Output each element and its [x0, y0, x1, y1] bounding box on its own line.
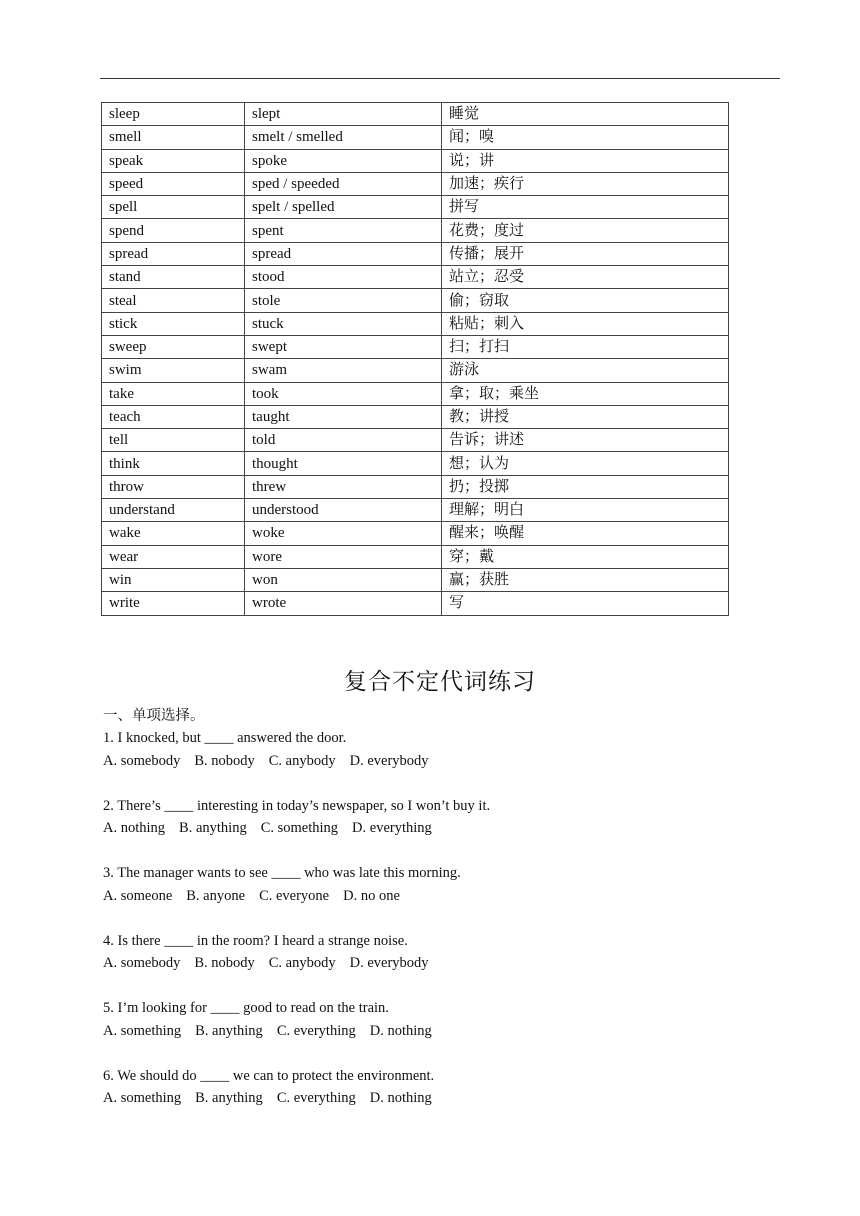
past-form-cell: thought [245, 452, 442, 475]
base-form-cell: speak [102, 149, 245, 172]
past-form-cell: taught [245, 405, 442, 428]
answer-option: C. something [260, 820, 339, 836]
base-form-cell: sleep [102, 103, 245, 126]
meaning-cell: 睡觉 [442, 103, 729, 126]
answer-option: A. nothing [103, 820, 166, 836]
past-form-cell: threw [245, 475, 442, 498]
past-form-cell: slept [245, 103, 442, 126]
question-item [103, 862, 763, 907]
meaning-cell: 拿；取；乘坐 [442, 382, 729, 405]
table-row [102, 103, 729, 126]
meaning-cell: 理解；明白 [442, 499, 729, 522]
verb-table-body [102, 103, 729, 616]
table-row [102, 126, 729, 149]
base-form-cell: throw [102, 475, 245, 498]
meaning-cell: 传播；展开 [442, 242, 729, 265]
section-title: 复合不定代词练习 [344, 669, 536, 694]
table-row [102, 172, 729, 195]
meaning-cell: 加速；疾行 [442, 172, 729, 195]
table-row [102, 568, 729, 591]
base-form-cell: spend [102, 219, 245, 242]
question-list [103, 727, 763, 1110]
question-options [103, 750, 763, 773]
table-row [102, 429, 729, 452]
base-form-cell: write [102, 592, 245, 615]
header-rule [100, 78, 780, 79]
answer-option: B. nobody [194, 955, 255, 971]
base-form-cell: steal [102, 289, 245, 312]
past-form-cell: told [245, 429, 442, 452]
table-row [102, 405, 729, 428]
table-row [102, 242, 729, 265]
meaning-cell: 站立；忍受 [442, 266, 729, 289]
question-text: 2. There’s ____ interesting in today’s newspaper, so I won’t buy it. [103, 797, 491, 814]
base-form-cell: swim [102, 359, 245, 382]
base-form-cell: spread [102, 242, 245, 265]
table-row [102, 266, 729, 289]
answer-option: C. everyone [259, 887, 330, 904]
meaning-cell: 拼写 [442, 196, 729, 219]
past-form-cell: spelt / spelled [245, 196, 442, 219]
meaning-cell: 醒来；唤醒 [442, 522, 729, 545]
meaning-cell: 告诉；讲述 [442, 429, 729, 452]
answer-option: A. something [103, 1090, 182, 1106]
base-form-cell: wake [102, 522, 245, 545]
answer-option: D. everybody [349, 955, 429, 971]
table-row [102, 475, 729, 498]
meaning-cell: 扫；打扫 [442, 335, 729, 358]
answer-option: B. anything [195, 1022, 263, 1039]
question-options [103, 885, 763, 908]
meaning-cell: 粘贴；刺入 [442, 312, 729, 335]
answer-option: D. everybody [349, 752, 429, 769]
table-row [102, 312, 729, 335]
question-text: 4. Is there ____ in the room? I heard a strange noise. [103, 932, 408, 949]
answer-option: A. somebody [103, 955, 181, 971]
meaning-cell: 想；认为 [442, 452, 729, 475]
question-options [103, 1087, 763, 1110]
table-row [102, 592, 729, 615]
question-item [103, 795, 763, 840]
question-text: 1. I knocked, but ____ answered the door. [103, 730, 347, 746]
base-form-cell: take [102, 382, 245, 405]
table-row [102, 149, 729, 172]
meaning-cell: 游泳 [442, 359, 729, 382]
table-row [102, 289, 729, 312]
answer-option: B. anything [179, 820, 247, 836]
answer-option: C. anybody [268, 955, 336, 971]
past-form-cell: swept [245, 335, 442, 358]
past-form-cell: smelt / smelled [245, 126, 442, 149]
meaning-cell: 穿；戴 [442, 545, 729, 568]
base-form-cell: smell [102, 126, 245, 149]
meaning-cell: 花费；度过 [442, 219, 729, 242]
past-form-cell: stole [245, 289, 442, 312]
meaning-cell: 说；讲 [442, 149, 729, 172]
question-text: 3. The manager wants to see ____ who was late this morning. [103, 865, 461, 881]
base-form-cell: win [102, 568, 245, 591]
table-row [102, 219, 729, 242]
irregular-verb-table [101, 102, 729, 616]
meaning-cell: 闻；嗅 [442, 126, 729, 149]
meaning-cell: 赢；获胜 [442, 568, 729, 591]
past-form-cell: spent [245, 219, 442, 242]
table-row [102, 499, 729, 522]
past-form-cell: stood [245, 266, 442, 289]
base-form-cell: understand [102, 499, 245, 522]
answer-option: B. anyone [186, 887, 246, 904]
past-form-cell: swam [245, 359, 442, 382]
base-form-cell: wear [102, 545, 245, 568]
base-form-cell: spell [102, 196, 245, 219]
question-item [103, 930, 763, 975]
table-row [102, 382, 729, 405]
table-row [102, 452, 729, 475]
base-form-cell: stick [102, 312, 245, 335]
answer-option: C. everything [276, 1090, 356, 1106]
answer-option: D. nothing [369, 1022, 432, 1039]
base-form-cell: speed [102, 172, 245, 195]
answer-option: D. nothing [369, 1090, 432, 1106]
answer-option: A. something [103, 1022, 182, 1039]
table-row [102, 545, 729, 568]
meaning-cell: 偷；窃取 [442, 289, 729, 312]
meaning-cell: 扔；投掷 [442, 475, 729, 498]
question-text: 5. I’m looking for ____ good to read on the train. [103, 1000, 389, 1016]
table-row [102, 522, 729, 545]
past-form-cell: spoke [245, 149, 442, 172]
base-form-cell: think [102, 452, 245, 475]
question-item [103, 997, 763, 1042]
past-form-cell: won [245, 568, 442, 591]
past-form-cell: spread [245, 242, 442, 265]
question-item [103, 727, 763, 772]
base-form-cell: stand [102, 266, 245, 289]
answer-option: B. nobody [194, 752, 255, 769]
past-form-cell: woke [245, 522, 442, 545]
exercise-section [103, 705, 763, 1132]
question-options [103, 817, 763, 840]
table-row [102, 335, 729, 358]
base-form-cell: sweep [102, 335, 245, 358]
meaning-cell: 写 [442, 592, 729, 615]
base-form-cell: teach [102, 405, 245, 428]
question-options [103, 1020, 763, 1043]
answer-option: A. someone [103, 887, 173, 904]
past-form-cell: sped / speeded [245, 172, 442, 195]
past-form-cell: stuck [245, 312, 442, 335]
question-text: 6. We should do ____ we can to protect the environment. [103, 1067, 435, 1084]
table-row [102, 196, 729, 219]
exercise-heading: 一、单项选择。 [103, 708, 205, 724]
table-row [102, 359, 729, 382]
question-options [103, 952, 763, 975]
answer-option: A. somebody [103, 752, 181, 769]
answer-option: D. everything [352, 820, 432, 836]
base-form-cell: tell [102, 429, 245, 452]
answer-option: D. no one [343, 887, 400, 904]
meaning-cell: 教；讲授 [442, 405, 729, 428]
question-item [103, 1065, 763, 1110]
past-form-cell: took [245, 382, 442, 405]
answer-option: C. everything [276, 1022, 356, 1039]
past-form-cell: wrote [245, 592, 442, 615]
answer-option: B. anything [195, 1090, 263, 1106]
answer-option: C. anybody [268, 752, 336, 769]
past-form-cell: understood [245, 499, 442, 522]
past-form-cell: wore [245, 545, 442, 568]
